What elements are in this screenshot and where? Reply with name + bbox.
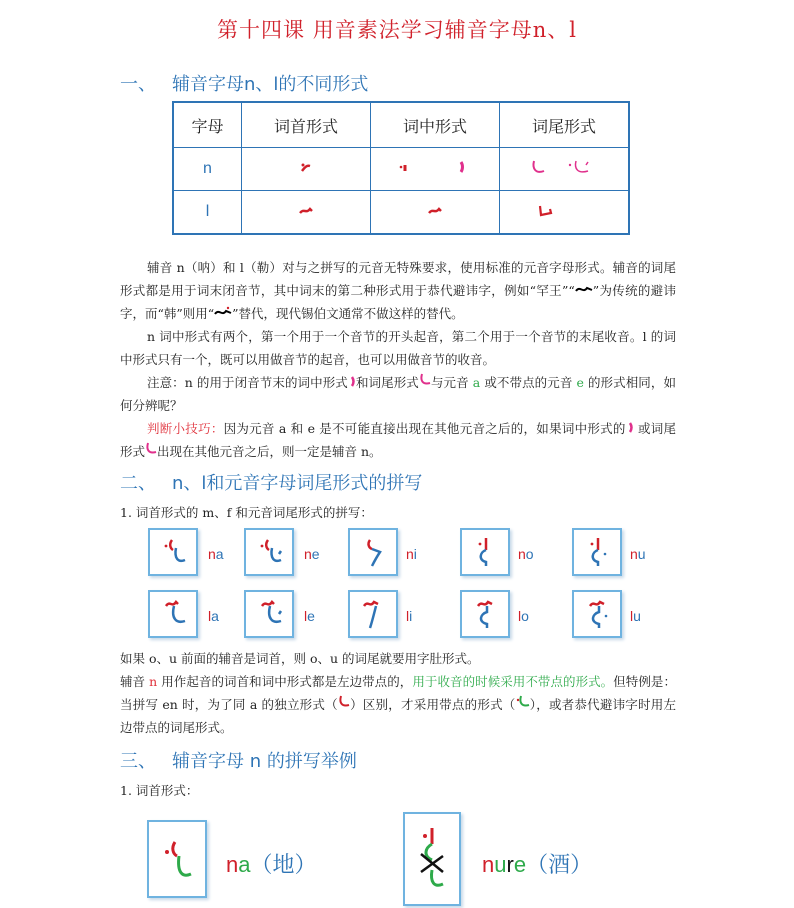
vowel: o <box>521 608 529 624</box>
paragraph-text: 出现在其他元音之后，则一定是辅音 n。 <box>157 444 382 459</box>
example-label <box>226 848 317 879</box>
table-row <box>173 191 629 235</box>
letter-cell: l <box>173 191 242 235</box>
paragraph-text: ），或者恭代避讳字时用左边带点的词尾形式。 <box>120 697 676 735</box>
paragraph <box>120 670 676 739</box>
consonant: l <box>518 608 522 624</box>
example-card <box>147 820 207 898</box>
syllable-label <box>304 608 315 624</box>
syllable-card <box>148 590 198 638</box>
consonant: n <box>518 546 526 562</box>
list-item-1: 1. 词首形式的 m、f 和元音词尾形式的拼写： <box>120 505 373 520</box>
syllable-card <box>348 590 398 638</box>
syllable-label <box>304 546 320 562</box>
syllable-label <box>630 546 646 562</box>
section-heading-2 <box>120 469 422 495</box>
syllable-card <box>460 590 510 638</box>
n-final-icon <box>419 373 431 387</box>
vowel: u <box>637 546 646 562</box>
n-initial-glyph <box>296 157 316 177</box>
consonant: r <box>506 852 514 877</box>
letter-forms-table <box>172 101 630 235</box>
paragraph-text: 或不带点的元音 <box>484 375 573 390</box>
table-header: 词尾形式 <box>500 102 630 148</box>
section-number: 三、 <box>120 751 156 772</box>
syllable-card <box>348 528 398 576</box>
syllable-label <box>406 608 412 624</box>
vowel: e <box>311 546 320 562</box>
list-item-2: 1. 词首形式： <box>120 783 199 798</box>
final-form-cell <box>500 191 630 235</box>
na-glyph <box>150 530 196 574</box>
paragraph <box>120 256 676 325</box>
consonant: n <box>406 546 414 562</box>
nure-example-glyph <box>405 814 459 904</box>
vowel: u <box>494 852 507 877</box>
paragraph-text: 辅音 <box>120 674 146 689</box>
l-final-glyph <box>536 200 556 220</box>
consonant: l <box>630 608 634 624</box>
section-title: 辅音字母 n 的拼写举例 <box>172 751 357 772</box>
medial-form-cell <box>371 148 500 191</box>
li-glyph <box>350 592 396 636</box>
syllable-label <box>518 546 534 562</box>
n-medial-final-icon <box>348 375 356 387</box>
vowel: o <box>525 546 534 562</box>
nu-glyph <box>574 530 620 574</box>
consonant: n <box>208 546 216 562</box>
initial-form-cell <box>242 191 371 235</box>
section-title: n、l和元音字母词尾形式的拼写 <box>172 473 423 494</box>
gloss: （酒） <box>526 853 593 878</box>
syllable-label <box>406 546 417 562</box>
vowel: a <box>215 546 224 562</box>
highlight-text: 用于收音的时候采用不带点的形式。 <box>412 674 614 689</box>
consonant-n: n <box>149 674 158 689</box>
ne-glyph <box>246 530 292 574</box>
paragraph-text: 辅音 n（呐）和 l（勒）对与之拼写的元音无特殊要求，使用标准的元音字母形式。辅音的词尾形式都是用于词末闭音节，其中词末的第二种形式用于恭代避讳字，例如“罕王”“ <box>120 260 676 298</box>
initial-form-cell <box>242 148 371 191</box>
syllable-card <box>148 528 198 576</box>
medial-form-cell <box>371 191 500 235</box>
le-glyph <box>246 592 292 636</box>
paragraph <box>120 371 676 417</box>
l-medial-glyph <box>425 200 445 220</box>
paragraph-text: 但特例是：当拼写 en 时，为了同 a 的独立形式（ <box>120 674 676 712</box>
example-card <box>403 812 461 906</box>
lu-glyph <box>574 592 620 636</box>
syllable-label <box>630 608 641 624</box>
vowel: e <box>307 608 315 624</box>
consonant: l <box>208 608 212 624</box>
paragraph-text: 因为元音 a 和 e 是不可能直接出现在其他元音之后的，如果词中形式的 <box>223 421 626 436</box>
paragraph-text: 注意：n 的用于闭音节末的词中形式 <box>147 375 348 390</box>
paragraph-text: ）区别，才采用带点的形式（ <box>349 697 516 712</box>
n-final-glyphs <box>524 157 604 177</box>
table-header: 字母 <box>173 102 242 148</box>
ni-glyph <box>350 530 396 574</box>
paragraph: n 词中形式有两个，第一个用于一个音节的开头起音，第二个用于一个音节的末尾收音。l 的词中形式只有一个，既可以用做音节的起音，也可以用做音节的收音。 <box>120 329 676 367</box>
n-medial-glyphs <box>395 157 475 177</box>
consonant: n <box>630 546 638 562</box>
paragraph-text: 用作起音的词首和词中形式都是左边带点的， <box>161 674 413 689</box>
consonant: l <box>406 608 410 624</box>
table-header: 词中形式 <box>371 102 500 148</box>
a-independent-icon <box>338 695 350 709</box>
explanation-block <box>120 256 676 463</box>
paragraph: 如果 o、u 前面的辅音是词首，则 o、u 的词尾就要用字肚形式。 <box>120 651 480 666</box>
syllable-card <box>244 590 294 638</box>
final-form-cell <box>500 148 630 191</box>
replacement-glyph-icon <box>214 306 232 318</box>
letter-cell: n <box>173 148 242 191</box>
section-number: 二、 <box>120 473 156 494</box>
paragraph-text: 与元音 <box>430 375 469 390</box>
notes-block <box>120 647 676 739</box>
n-final-icon <box>145 442 157 456</box>
syllable-label <box>208 546 224 562</box>
la-glyph <box>150 592 196 636</box>
section-heading-3 <box>120 747 357 773</box>
vowel-e: e <box>576 375 584 390</box>
consonant: l <box>304 608 308 624</box>
paragraph <box>120 417 676 463</box>
paragraph-text: 或词尾形式 <box>120 421 676 459</box>
syllable-card <box>460 528 510 576</box>
vowel: i <box>413 546 417 562</box>
tip-label: 判断小技巧： <box>147 421 224 436</box>
syllable-card <box>244 528 294 576</box>
lo-glyph <box>462 592 508 636</box>
vowel: e <box>513 852 527 877</box>
dotted-form-icon <box>516 695 530 709</box>
no-glyph <box>462 530 508 574</box>
section-number: 一、 <box>120 74 156 95</box>
syllable-label <box>518 608 529 624</box>
n-medial-final-icon <box>626 421 634 433</box>
section-heading-1 <box>120 70 368 96</box>
gloss: （地） <box>250 853 317 878</box>
vowel: a <box>238 852 251 877</box>
table-row <box>173 148 629 191</box>
paragraph-text: 和词尾形式 <box>355 375 419 390</box>
page-title: 第十四课 用音素法学习辅音字母n、l <box>217 18 577 42</box>
vowel: i <box>409 608 413 624</box>
na-example-glyph <box>149 822 205 896</box>
vowel-a: a <box>472 375 481 390</box>
syllable-card <box>572 528 622 576</box>
syllable-card <box>572 590 622 638</box>
vowel: u <box>633 608 641 624</box>
l-initial-glyph <box>296 200 316 220</box>
consonant: n <box>226 852 239 877</box>
paragraph-text: ”为传统的避讳字，而“韩”则用“ <box>120 283 676 321</box>
paragraph-text: ”替代，现代锡伯文通常不做这样的替代。 <box>232 306 464 321</box>
table-header-row <box>173 102 629 148</box>
example-label <box>482 848 592 879</box>
table-header: 词首形式 <box>242 102 371 148</box>
section-title: 辅音字母n、l的不同形式 <box>172 74 369 95</box>
syllable-label <box>208 608 219 624</box>
consonant: n <box>304 546 312 562</box>
vowel: a <box>211 608 219 624</box>
consonant: n <box>482 852 495 877</box>
paragraph-text: 的形式相同，如何分辨呢？ <box>120 375 676 413</box>
taboo-glyph-icon <box>575 283 593 295</box>
